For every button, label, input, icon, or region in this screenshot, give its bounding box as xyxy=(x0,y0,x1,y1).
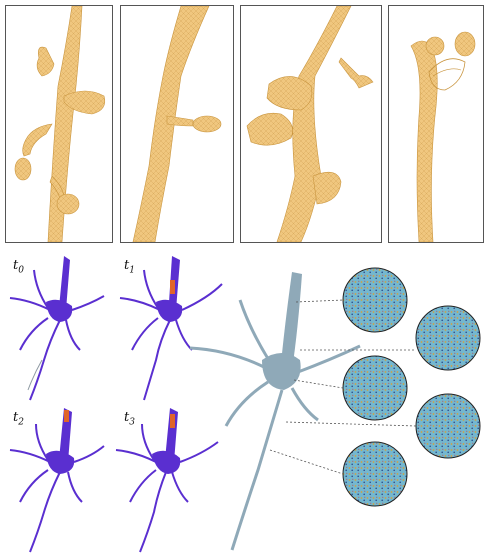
dendrite-panel-1 xyxy=(5,5,113,243)
zoom-circle-3 xyxy=(343,356,407,420)
time-label-t1: $t_1$ xyxy=(124,258,135,276)
neuron-t3 xyxy=(116,408,218,552)
dendrite-panel-2 xyxy=(120,5,234,243)
time-label-t0: $t_0$ xyxy=(13,258,24,276)
dendrite-panel-3 xyxy=(240,5,382,243)
dendrite-panel-4 xyxy=(388,5,484,243)
neuron-t1 xyxy=(120,256,222,400)
zoom-circle-5 xyxy=(343,442,407,506)
zoom-circle-2 xyxy=(416,306,480,370)
neuron-t0 xyxy=(10,256,104,400)
time-label-t3: $t_3$ xyxy=(124,410,135,428)
large-neuron xyxy=(190,272,360,550)
zoom-circle-4 xyxy=(416,394,480,458)
neuron-t2 xyxy=(10,408,104,552)
zoom-circle-1 xyxy=(343,268,407,332)
time-label-t2: $t_2$ xyxy=(13,410,24,428)
neuron-scene xyxy=(0,250,490,553)
